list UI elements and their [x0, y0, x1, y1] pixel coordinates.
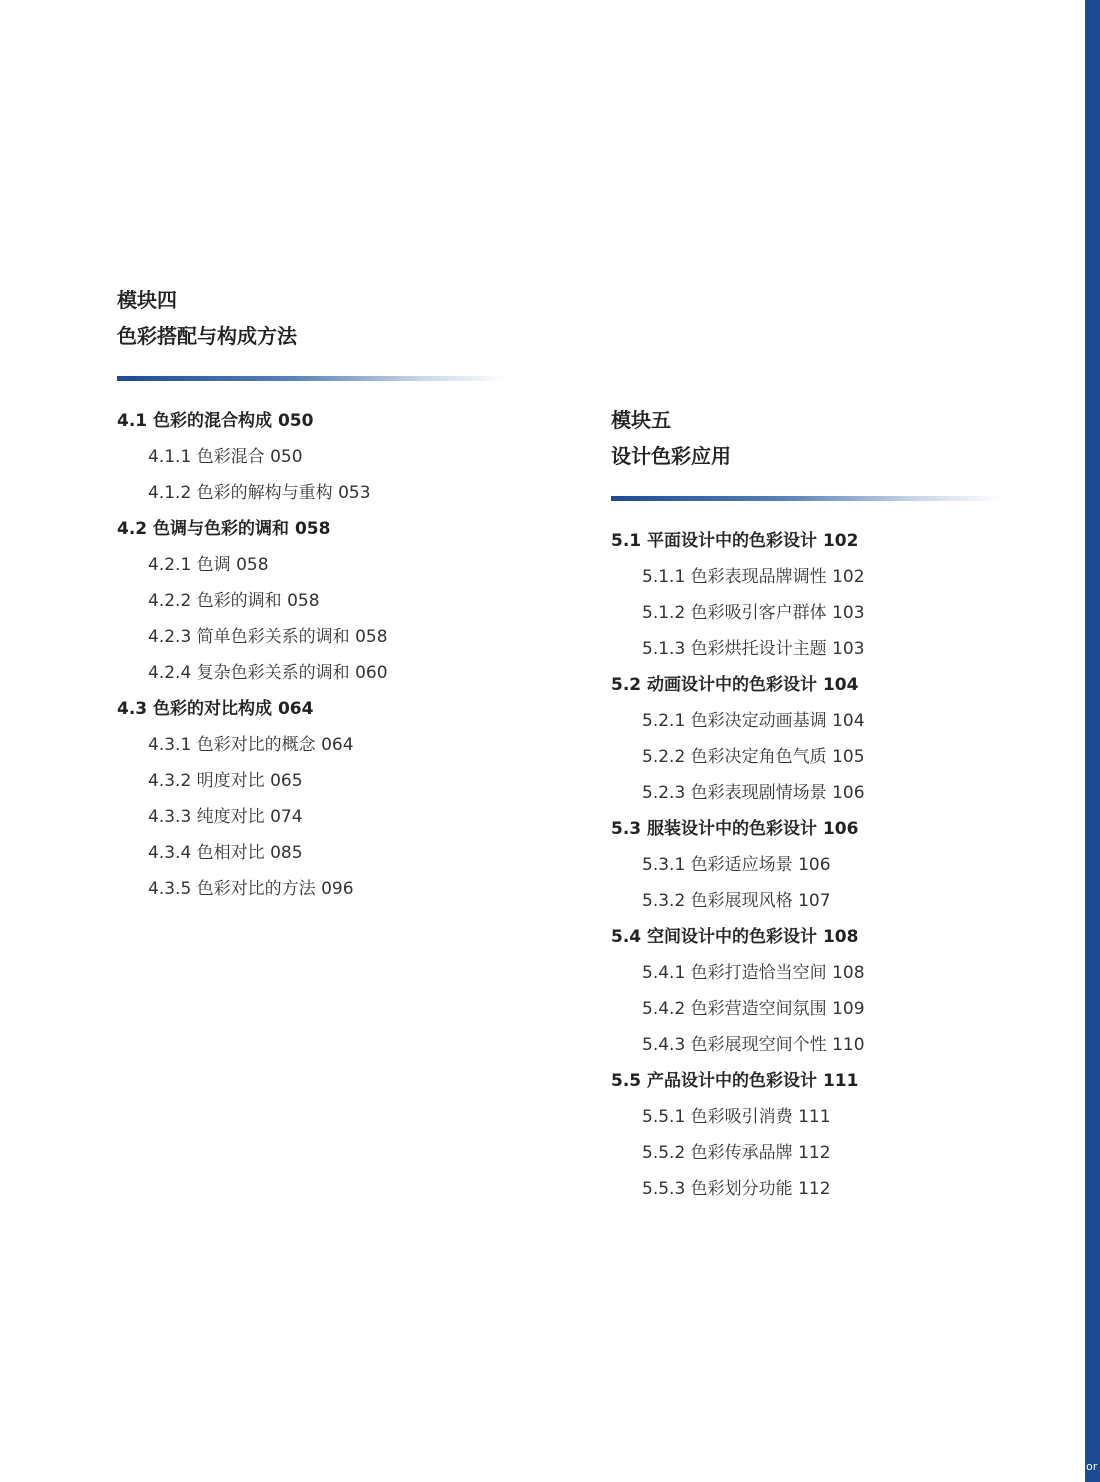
module4-label: 模块四	[117, 288, 177, 312]
toc-section-entry[interactable]: 5.3 服装设计中的色彩设计 106	[611, 819, 859, 839]
toc-subsection-entry[interactable]: 5.5.2 色彩传承品牌 112	[642, 1143, 831, 1163]
module5-label: 模块五	[611, 408, 671, 432]
toc-section-entry[interactable]: 5.1 平面设计中的色彩设计 102	[611, 531, 859, 551]
toc-subsection-entry[interactable]: 5.4.3 色彩展现空间个性 110	[642, 1035, 865, 1055]
toc-subsection-entry[interactable]: 5.3.1 色彩适应场景 106	[642, 855, 831, 875]
toc-subsection-entry[interactable]: 5.2.3 色彩表现剧情场景 106	[642, 783, 865, 803]
toc-subsection-entry[interactable]: 5.1.2 色彩吸引客户群体 103	[642, 603, 865, 623]
module4-toc	[117, 403, 537, 907]
toc-subsection-entry[interactable]: 4.2.1 色调 058	[148, 555, 269, 575]
toc-subsection-entry[interactable]: 4.1.2 色彩的解构与重构 053	[148, 483, 371, 503]
module4-divider	[117, 376, 507, 381]
toc-subsection-entry[interactable]: 5.5.3 色彩划分功能 112	[642, 1179, 831, 1199]
toc-subsection-entry[interactable]: 4.3.3 纯度对比 074	[148, 807, 303, 827]
toc-section-entry[interactable]: 4.3 色彩的对比构成 064	[117, 699, 314, 719]
toc-subsection-entry[interactable]: 4.3.1 色彩对比的概念 064	[148, 735, 354, 755]
module5-divider	[611, 496, 1001, 501]
toc-subsection-entry[interactable]: 5.4.2 色彩营造空间氛围 109	[642, 999, 865, 1019]
toc-subsection-entry[interactable]: 5.1.3 色彩烘托设计主题 103	[642, 639, 865, 659]
module5-column	[611, 406, 1031, 1207]
module5-toc	[611, 523, 1031, 1207]
toc-subsection-entry[interactable]: 4.3.2 明度对比 065	[148, 771, 303, 791]
toc-section-entry[interactable]: 4.2 色调与色彩的调和 058	[117, 519, 331, 539]
toc-subsection-entry[interactable]: 5.1.1 色彩表现品牌调性 102	[642, 567, 865, 587]
toc-subsection-entry[interactable]: 5.5.1 色彩吸引消费 111	[642, 1107, 831, 1127]
toc-subsection-entry[interactable]: 4.3.4 色相对比 085	[148, 843, 303, 863]
toc-subsection-entry[interactable]: 4.1.1 色彩混合 050	[148, 447, 303, 467]
toc-subsection-entry[interactable]: 4.2.2 色彩的调和 058	[148, 591, 320, 611]
toc-section-entry[interactable]: 5.4 空间设计中的色彩设计 108	[611, 927, 859, 947]
corner-mark: or	[1086, 1460, 1098, 1473]
right-edge-band	[1085, 0, 1100, 1482]
module4-title: 色彩搭配与构成方法	[117, 324, 297, 348]
toc-subsection-entry[interactable]: 5.2.2 色彩决定角色气质 105	[642, 747, 865, 767]
toc-subsection-entry[interactable]: 5.4.1 色彩打造恰当空间 108	[642, 963, 865, 983]
toc-subsection-entry[interactable]: 5.3.2 色彩展现风格 107	[642, 891, 831, 911]
toc-subsection-entry[interactable]: 4.2.3 简单色彩关系的调和 058	[148, 627, 388, 647]
toc-subsection-entry[interactable]: 4.2.4 复杂色彩关系的调和 060	[148, 663, 388, 683]
toc-subsection-entry[interactable]: 4.3.5 色彩对比的方法 096	[148, 879, 354, 899]
toc-subsection-entry[interactable]: 5.2.1 色彩决定动画基调 104	[642, 711, 865, 731]
module4-column	[117, 286, 537, 907]
toc-section-entry[interactable]: 5.2 动画设计中的色彩设计 104	[611, 675, 859, 695]
toc-section-entry[interactable]: 5.5 产品设计中的色彩设计 111	[611, 1071, 859, 1091]
module5-title: 设计色彩应用	[611, 444, 731, 468]
toc-section-entry[interactable]: 4.1 色彩的混合构成 050	[117, 411, 314, 431]
